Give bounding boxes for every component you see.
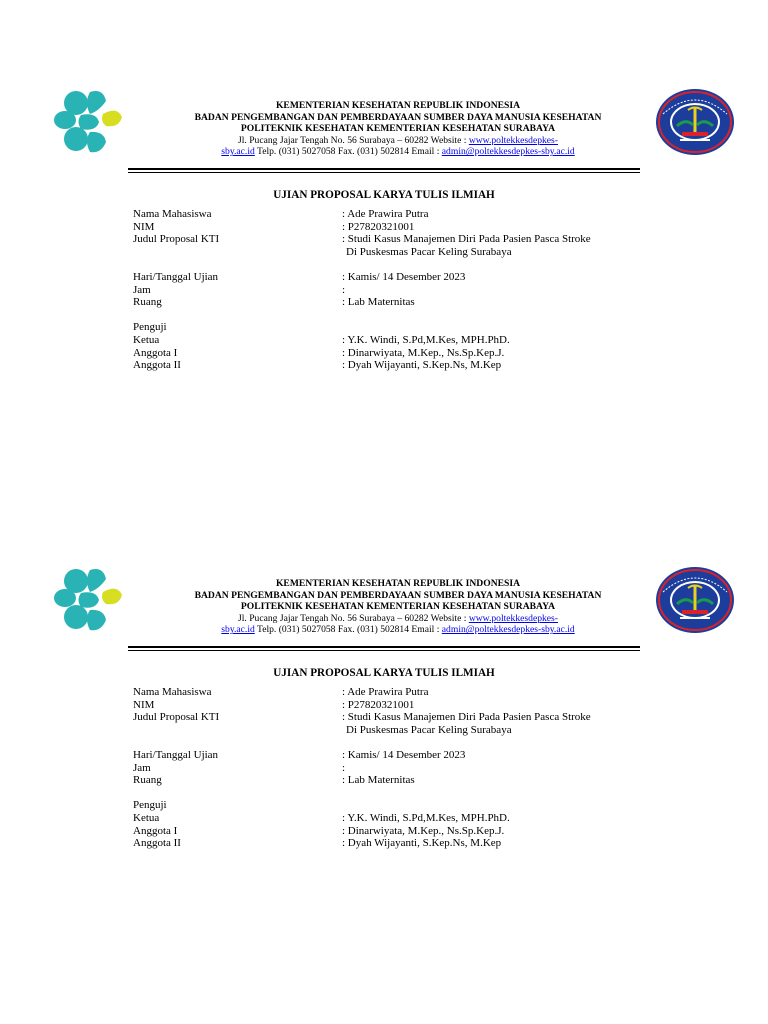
judul-value-continued: Di Puskesmas Pacar Keling Surabaya xyxy=(346,723,512,736)
judul-label: Judul Proposal KTI xyxy=(133,711,220,724)
detail-row-hari xyxy=(133,749,693,762)
judul-value: : Studi Kasus Manajemen Diri Pada Pasien Pasca Stroke xyxy=(342,233,591,246)
website-link[interactable]: www.poltekkesdepkes- xyxy=(468,134,558,146)
detail-row-ketua xyxy=(133,334,693,347)
nama-value: : Ade Prawira Putra xyxy=(342,208,429,220)
judul-label: Judul Proposal KTI xyxy=(133,233,220,246)
detail-row-anggota-2 xyxy=(133,837,693,850)
penguji-label: Penguji xyxy=(133,321,167,334)
judul-value-continued: Di Puskesmas Pacar Keling Surabaya xyxy=(346,245,512,258)
nim-value: : P27820321001 xyxy=(342,698,415,711)
anggota-1-value: : Dinarwiyata, M.Kep., Ns.Sp.Kep.J. xyxy=(342,346,505,359)
detail-row-anggota-1 xyxy=(133,825,693,838)
poltekkes-surabaya-emblem-icon xyxy=(655,566,735,634)
ministry-name: KEMENTERIAN KESEHATAN REPUBLIK INDONESIA xyxy=(275,578,521,589)
jam-value: : xyxy=(342,761,346,774)
contact-line xyxy=(130,146,666,158)
nama-label: Nama Mahasiswa xyxy=(133,686,212,698)
hari-label: Hari/Tanggal Ujian xyxy=(133,270,219,283)
poltekkes-surabaya-emblem-icon xyxy=(655,88,735,156)
website-link-continued[interactable]: sby.ac.id xyxy=(221,146,255,158)
phone-fax-text: Telp. (031) 5027058 Fax. (031) 502814 Email : xyxy=(254,624,442,636)
ketua-value: : Y.K. Windi, S.Pd,M.Kes, MPH.PhD. xyxy=(342,333,510,346)
ruang-label: Ruang xyxy=(133,774,162,787)
detail-row-nim xyxy=(133,699,693,712)
detail-row-ketua xyxy=(133,812,693,825)
detail-row-ruang xyxy=(133,774,693,787)
anggota-2-value: : Dyah Wijayanti, S.Kep.Ns, M.Kep xyxy=(342,837,502,850)
document-title: UJIAN PROPOSAL KARYA TULIS ILMIAH xyxy=(273,667,495,679)
detail-row-judul-continued xyxy=(133,724,693,737)
detail-row-judul xyxy=(133,233,693,246)
detail-row-hari xyxy=(133,271,693,284)
anggota-2-value: : Dyah Wijayanti, S.Kep.Ns, M.Kep xyxy=(342,359,502,372)
letterhead-divider-thin xyxy=(128,172,640,173)
kemenkes-logo-icon xyxy=(54,84,124,156)
ruang-value: : Lab Maternitas xyxy=(342,774,415,787)
judul-value: : Studi Kasus Manajemen Diri Pada Pasien Pasca Stroke xyxy=(342,711,591,724)
ministry-name: KEMENTERIAN KESEHATAN REPUBLIK INDONESIA xyxy=(275,100,521,111)
ketua-label: Ketua xyxy=(133,333,160,346)
address-text: Jl. Pucang Jajar Tengah No. 56 Surabaya – 60282 Website : xyxy=(238,612,469,624)
exam-details xyxy=(133,208,693,372)
letterhead-divider-thick xyxy=(128,168,640,170)
detail-row-penguji xyxy=(133,321,693,334)
ruang-value: : Lab Maternitas xyxy=(342,296,415,309)
letterhead-divider-thick xyxy=(128,646,640,648)
address-line xyxy=(130,135,666,147)
detail-row-ruang xyxy=(133,296,693,309)
detail-row-nama xyxy=(133,686,693,699)
letterhead xyxy=(130,100,666,158)
email-link[interactable]: admin@poltekkesdepkes-sby.ac.id xyxy=(441,624,575,636)
exam-details xyxy=(133,686,693,850)
detail-row-anggota-1 xyxy=(133,347,693,360)
detail-row-nim xyxy=(133,221,693,234)
institution-name: POLITEKNIK KESEHATAN KEMENTERIAN KESEHATAN SURABAYA xyxy=(240,601,556,613)
jam-label: Jam xyxy=(133,283,151,296)
hari-label: Hari/Tanggal Ujian xyxy=(133,748,219,761)
nim-label: NIM xyxy=(133,220,155,233)
detail-row-penguji xyxy=(133,799,693,812)
detail-row-jam xyxy=(133,284,693,297)
address-line xyxy=(130,613,666,625)
ruang-label: Ruang xyxy=(133,296,162,309)
detail-row-anggota-2 xyxy=(133,359,693,372)
document-title: UJIAN PROPOSAL KARYA TULIS ILMIAH xyxy=(273,189,495,201)
ketua-label: Ketua xyxy=(133,811,160,824)
kemenkes-logo-icon xyxy=(54,562,124,634)
anggota-1-label: Anggota I xyxy=(133,824,178,837)
jam-label: Jam xyxy=(133,761,151,774)
website-link-continued[interactable]: sby.ac.id xyxy=(221,624,255,636)
detail-row-judul xyxy=(133,711,693,724)
detail-row-judul-continued xyxy=(133,246,693,259)
nama-label: Nama Mahasiswa xyxy=(133,208,212,220)
agency-name: BADAN PENGEMBANGAN DAN PEMBERDAYAAN SUMBER DAYA MANUSIA KESEHATAN xyxy=(194,111,602,123)
jam-value: : xyxy=(342,283,346,296)
hari-value: : Kamis/ 14 Desember 2023 xyxy=(342,748,466,761)
phone-fax-text: Telp. (031) 5027058 Fax. (031) 502814 Email : xyxy=(254,146,442,158)
anggota-1-label: Anggota I xyxy=(133,346,178,359)
hari-value: : Kamis/ 14 Desember 2023 xyxy=(342,270,466,283)
letterhead-divider-thin xyxy=(128,650,640,651)
letterhead xyxy=(130,578,666,636)
website-link[interactable]: www.poltekkesdepkes- xyxy=(468,612,558,624)
anggota-2-label: Anggota II xyxy=(133,359,181,372)
detail-row-nama xyxy=(133,208,693,221)
contact-line xyxy=(130,624,666,636)
anggota-2-label: Anggota II xyxy=(133,837,181,850)
exam-card-1 xyxy=(0,0,768,478)
agency-name: BADAN PENGEMBANGAN DAN PEMBERDAYAAN SUMBER DAYA MANUSIA KESEHATAN xyxy=(194,589,602,601)
address-text: Jl. Pucang Jajar Tengah No. 56 Surabaya – 60282 Website : xyxy=(238,134,469,146)
ketua-value: : Y.K. Windi, S.Pd,M.Kes, MPH.PhD. xyxy=(342,811,510,824)
detail-row-jam xyxy=(133,762,693,775)
institution-name: POLITEKNIK KESEHATAN KEMENTERIAN KESEHATAN SURABAYA xyxy=(240,123,556,135)
nim-label: NIM xyxy=(133,698,155,711)
penguji-label: Penguji xyxy=(133,799,167,812)
exam-card-2 xyxy=(0,478,768,956)
nama-value: : Ade Prawira Putra xyxy=(342,686,429,698)
email-link[interactable]: admin@poltekkesdepkes-sby.ac.id xyxy=(441,146,575,158)
nim-value: : P27820321001 xyxy=(342,220,415,233)
anggota-1-value: : Dinarwiyata, M.Kep., Ns.Sp.Kep.J. xyxy=(342,824,505,837)
